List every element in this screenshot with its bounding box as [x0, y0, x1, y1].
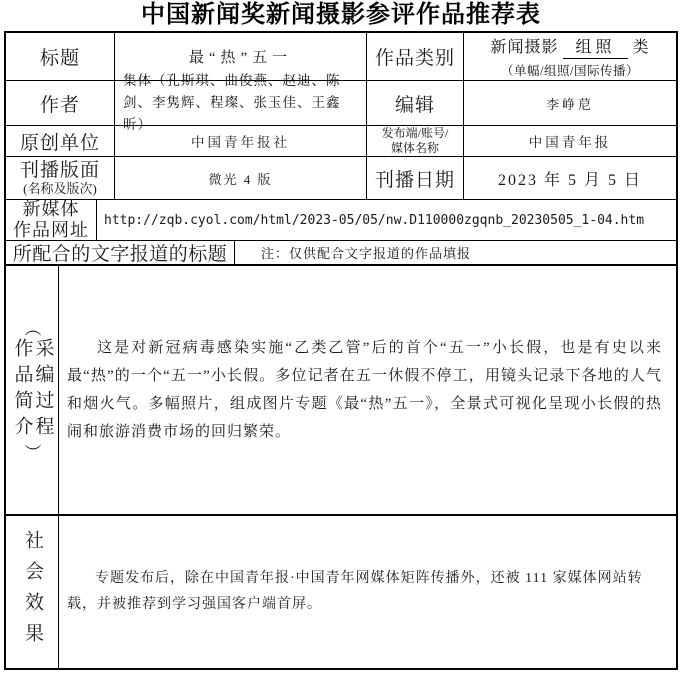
url-value-cell: [97, 200, 676, 241]
org-value-cell: [115, 126, 367, 157]
process-label: [11, 319, 54, 461]
effect-label: 社会效果: [22, 530, 43, 654]
url-label-cell: [6, 200, 97, 241]
process-label-main-text: 采编过程: [32, 338, 54, 442]
category-fill-underlined: 组照: [563, 34, 627, 59]
author-label-cell: [6, 81, 115, 126]
author-value-cell: [115, 73, 367, 132]
process-label-columns: [12, 338, 53, 442]
url-label-line2: 作品网址: [13, 220, 89, 240]
platform-label-line2: 媒体名称: [390, 141, 439, 155]
title-label: 标题: [39, 48, 80, 69]
edition-label-sub: (名称及版次): [23, 181, 97, 196]
platform-value: 中国青年报: [528, 135, 612, 150]
edition-label-cell: [6, 157, 115, 200]
process-text: 这是对新冠病毒感染实施“乙类乙管”后的首个“五一”小长假，也是有史以来最“热”的一个“五一”小长假。多位记者在五一休假不停工，用镜头记录下各地的人气和烟火气。多幅照片，组成图片专题《最“热”五一》，全景式可视化呈现小长假的热闹和旅游消费市场的回归繁荣。: [67, 340, 662, 440]
document-title: 中国新闻奖新闻摄影参评作品推荐表: [141, 1, 541, 28]
date-label: 刊播日期: [374, 169, 455, 191]
process-label-paren-text: 作品简介: [11, 338, 33, 442]
org-label: 原创单位: [19, 132, 100, 154]
edition-value: 微光 4 版: [208, 171, 273, 187]
date-value: 2023 年 5 月 5 日: [497, 171, 642, 189]
url-label-line1: 新媒体: [22, 199, 80, 219]
date-value-cell: [464, 157, 676, 200]
category-label-cell: [367, 33, 464, 81]
org-label-cell: [6, 126, 115, 157]
process-text-cell: [59, 266, 676, 516]
category-label: 作品类别: [374, 48, 455, 69]
org-value: 中国青年报社: [191, 135, 290, 150]
editor-value-cell: [464, 81, 676, 126]
platform-value-cell: [464, 126, 676, 157]
text-report-note-cell: [235, 241, 676, 266]
text-report-note: 注：仅供配合文字报道的作品填报: [261, 246, 472, 261]
row-author: [6, 73, 676, 132]
title-value: 最“热”五一: [188, 50, 293, 66]
date-label-cell: [367, 157, 464, 200]
platform-label: [382, 126, 449, 156]
editor-label-cell: [367, 81, 464, 126]
row-edition: [6, 157, 676, 200]
category-options-note: （单幅/组照/国际传播）: [501, 64, 639, 78]
form-table: [4, 31, 678, 670]
author-value: 集体（孔斯琪、曲俊燕、赵迪、陈剑、李隽辉、程璨、张玉佳、王鑫昕）: [123, 73, 341, 132]
edition-label-main: 刊播版面: [19, 160, 100, 181]
text-report-label: 所配合的文字报道的标题: [12, 244, 228, 265]
bracket-open: （: [22, 319, 41, 337]
effect-label-cell: [6, 516, 59, 668]
url-label: [13, 199, 89, 241]
platform-label-cell: [367, 126, 464, 157]
row-organization: [6, 126, 676, 157]
category-suffix: 类: [632, 39, 650, 56]
effect-text-cell: [59, 516, 676, 668]
text-report-label-cell: [6, 241, 235, 266]
platform-label-line1: 发布端/账号/: [381, 126, 449, 140]
row-text-report-title: [6, 241, 676, 266]
process-label-cell: [6, 266, 59, 516]
category-prefix: 新闻摄影: [490, 39, 559, 56]
editor-value: 李峥苨: [545, 96, 594, 112]
edition-label: [20, 160, 100, 196]
effect-text: 专题发布后，除在中国青年报·中国青年网媒体矩阵传播外，还被 111 家媒体网站转载，并被推荐到学习强国客户端首屏。: [67, 571, 643, 612]
title-label-cell: [6, 33, 115, 81]
author-label: 作者: [39, 94, 80, 116]
url-value: http://zqb.cyol.com/html/2023-05/05/nw.D110000zgqnb_20230505_1-04.htm: [104, 212, 645, 228]
bracket-close: ）: [22, 443, 41, 461]
editor-label: 编辑: [394, 94, 435, 116]
edition-value-cell: [115, 157, 367, 200]
row-url: [6, 200, 676, 241]
category-value-cell: [464, 33, 676, 81]
category-line: [490, 34, 649, 59]
row-social-effect: [6, 516, 676, 668]
row-process: [6, 266, 676, 516]
